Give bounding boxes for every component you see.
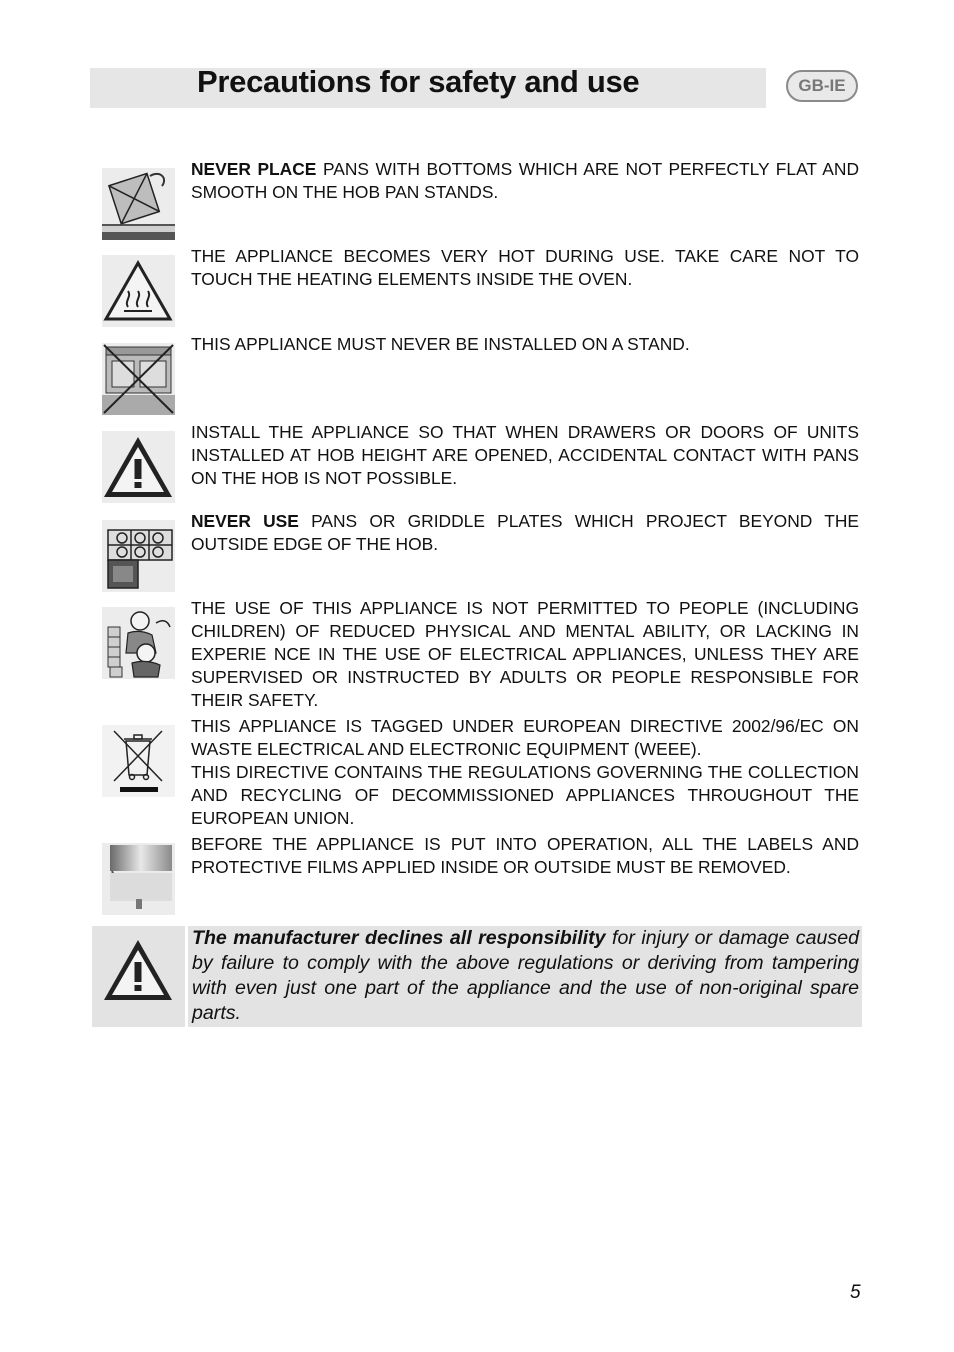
item-text: THE USE OF THIS APPLIANCE IS NOT PERMITTED TO PEOPLE (INCLUDING CHILDREN) OF REDUCED PHYSICAL AND MENTAL ABILITY, OR LACKING IN EXPERIE NCE IN THE USE OF ELECTRICAL APPLIANCES, UNLESS THEY ARE SUPERVISED OR INSTRUCTED BY ADULTS OR PEOPLE RESPONSIBLE FOR THEIR SAFETY. — [191, 598, 859, 710]
weee-bin-icon — [102, 725, 175, 797]
item-text: NEVER PLACE PANS WITH BOTTOMS WHICH ARE NOT PERFECTLY FLAT AND SMOOTH ON THE HOB PAN STANDS. — [191, 159, 860, 202]
item-text: BEFORE THE APPLIANCE IS PUT INTO OPERATION, ALL THE LABELS AND PROTECTIVE FILMS APPLIED INSIDE OR OUTSIDE MUST BE REMOVED. — [191, 834, 859, 877]
notice-text: The manufacturer declines all responsibility for injury or damage caused by failure to comply with the above regulations or deriving from tampering with even just one part of the appliance and the use of non-original spare parts. — [192, 927, 859, 1024]
responsibility-notice — [92, 926, 862, 1027]
no-stand-icon — [102, 343, 175, 415]
notice-icon-panel — [92, 926, 185, 1027]
item-text: NEVER USE PANS OR GRIDDLE PLATES WHICH PROJECT BEYOND THE OUTSIDE EDGE OF THE HOB. — [191, 511, 859, 554]
warning-triangle-icon — [102, 431, 175, 503]
page-number: 5 — [850, 1282, 861, 1303]
protective-film-icon — [102, 843, 175, 915]
uneven-pan-icon — [102, 168, 175, 240]
item-text: INSTALL THE APPLIANCE SO THAT WHEN DRAWERS OR DOORS OF UNITS INSTALLED AT HOB HEIGHT ARE OPENED, ACCIDENTAL CONTACT WITH PANS ON THE HOB IS NOT POSSIBLE. — [191, 422, 859, 488]
hot-surface-warning-icon — [102, 255, 175, 327]
item-text: THIS APPLIANCE MUST NEVER BE INSTALLED ON A STAND. — [191, 334, 690, 354]
hob-edge-icon — [102, 520, 175, 592]
item-text: THE APPLIANCE BECOMES VERY HOT DURING USE. TAKE CARE NOT TO TOUCH THE HEATING ELEMENTS INSIDE THE OVEN. — [191, 246, 859, 289]
page-title: Precautions for safety and use — [197, 64, 640, 99]
item-text-continued: THIS DIRECTIVE CONTAINS THE REGULATIONS GOVERNING THE COLLECTION AND RECYCLING OF DECOMMISSIONED APPLIANCES THROUGHOUT THE EUROPEAN UNION. — [191, 762, 859, 828]
item-text: THIS APPLIANCE IS TAGGED UNDER EUROPEAN DIRECTIVE 2002/96/EC ON WASTE ELECTRICAL AND ELECTRONIC EQUIPMENT (WEEE). — [191, 716, 859, 759]
warning-triangle-icon — [102, 934, 175, 1006]
language-badge: GB-IE — [786, 70, 858, 102]
children-icon — [102, 607, 175, 679]
